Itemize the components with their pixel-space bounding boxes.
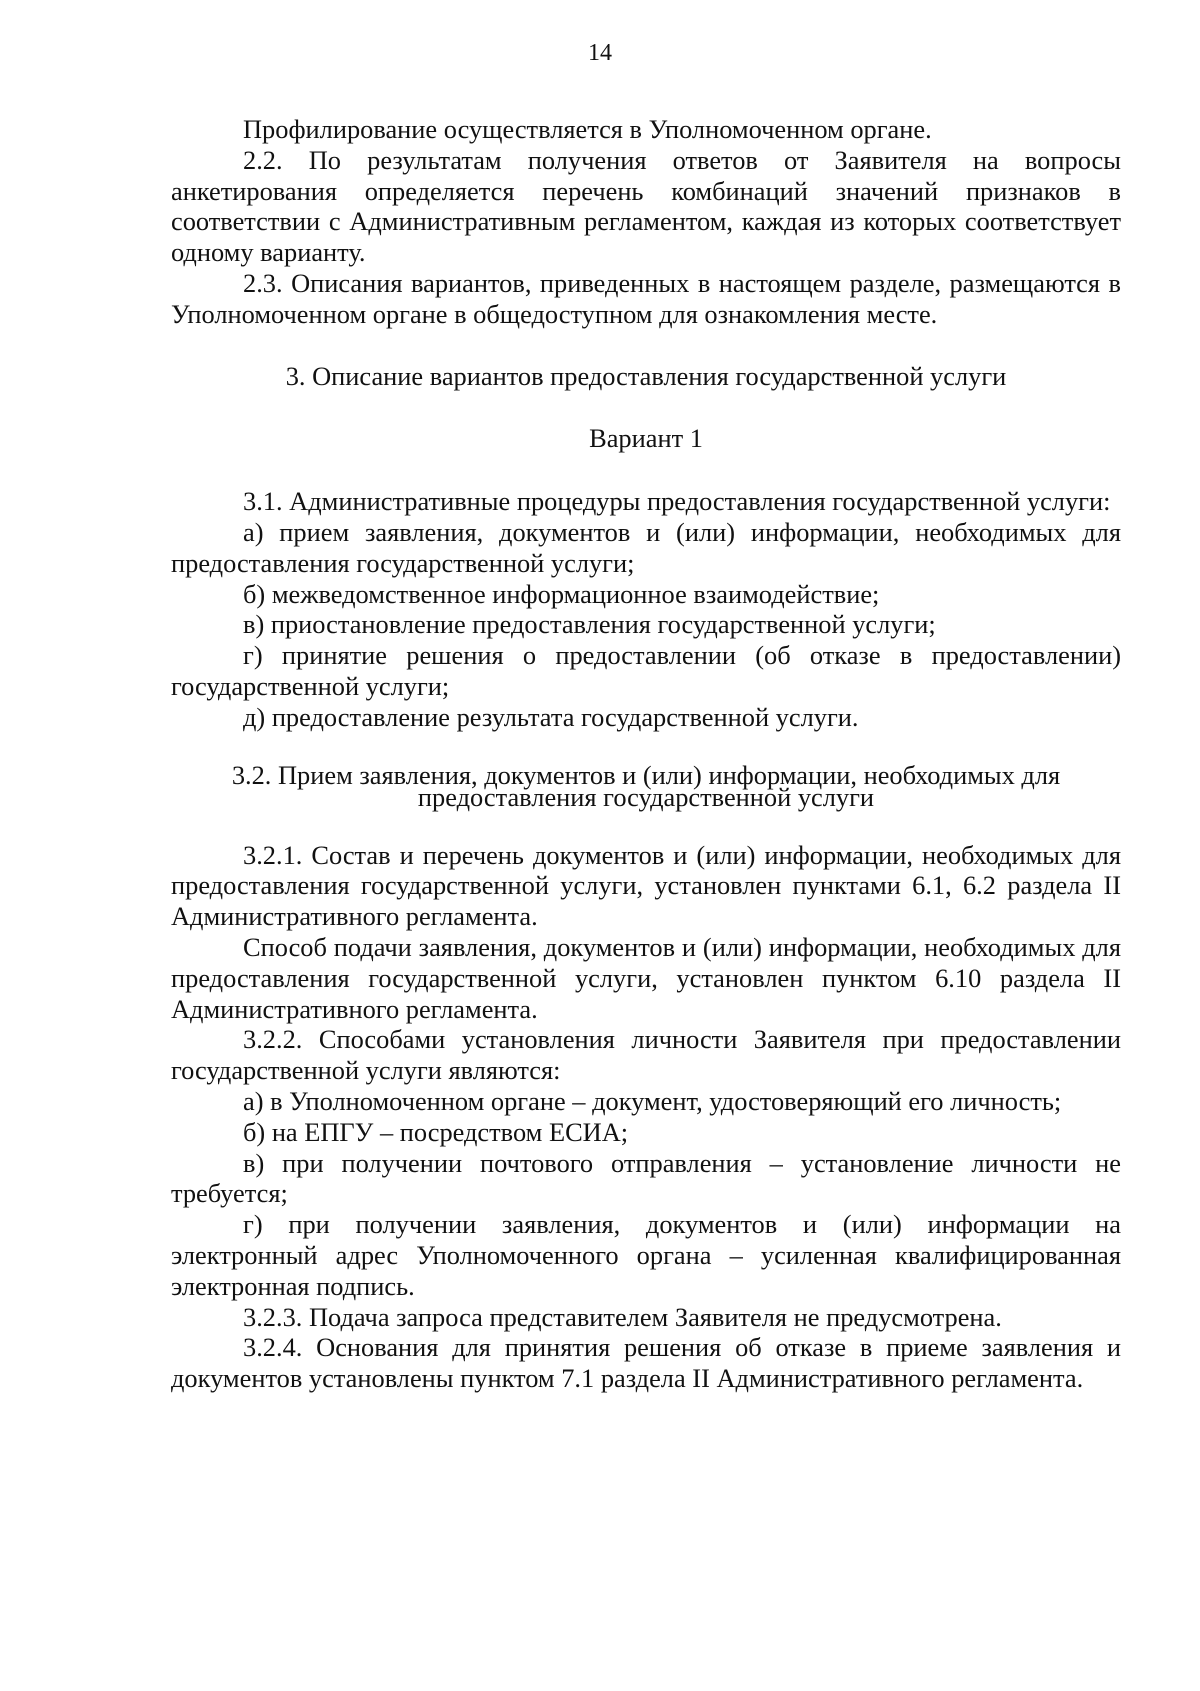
list-item-v-identity: в) при получении почтового отправления – установление личности не требуется; [171,1147,1121,1209]
paragraph-profiling: Профилирование осуществляется в Уполномоченном органе. [243,114,932,144]
spacer [171,808,1121,840]
subsection-heading-line2: предоставления государственной услуги [417,781,875,812]
list-item-a: а) прием заявления, документов и (или) информации, необходимых для предоставления государственной услуги; [171,516,1121,578]
list-item-d: д) предоставление результата государственной услуги. [243,701,859,732]
subsection-3-2-heading [171,759,1121,812]
document-body [171,114,1121,1394]
list-item-b: б) межведомственное информационное взаимодействие; [243,578,880,609]
paragraph-2-3: 2.3. Описания вариантов, приведенных в настоящем разделе, размещаются в Уполномоченном органе в общедоступном для ознакомления месте. [171,267,1121,329]
paragraph-submission-method: Способ подачи заявления, документов и (или) информации, необходимых для предоставления государственной услуги, установлен пунктом 6.10 раздела II Административного регламента. [171,931,1121,1024]
page-number: 14 [588,40,612,66]
paragraph-3-2-1: 3.2.1. Состав и перечень документов и (или) информации, необходимых для предоставления государственной услуги, установлен пунктами 6.1, 6.2 раздела II Административного регламента. [171,839,1121,932]
variant-heading: Вариант 1 [589,423,703,454]
list-item-g: г) принятие решения о предоставлении (об отказе в предоставлении) государственной услуги; [171,640,1121,701]
list-item-v: в) приостановление предоставления государственной услуги; [243,609,936,640]
list-item-g-identity: г) при получении заявления, документов и (или) информации на электронный адрес Уполномоченного органа – усиленная квалифицированная электронная подпись. [171,1209,1121,1301]
spacer [171,454,1121,486]
list-item-b-identity: б) на ЕПГУ – посредством ЕСИА; [243,1116,629,1147]
subsection-heading-line1: 3.2. Прием заявления, документов и (или) информации, необходимых для [231,759,1061,790]
paragraph-3-2-3: 3.2.3. Подача запроса представителем Заявителя не предусмотрена. [243,1301,1002,1332]
paragraph-2-2: 2.2. По результатам получения ответов от Заявителя на вопросы анкетирования определяется перечень комбинаций значений признаков в соответствии с Административным регламентом, каждая из которых соответствует одному варианту. [171,144,1121,268]
paragraph-3-2-4: 3.2.4. Основания для принятия решения об отказе в приеме заявления и документов установлены пунктом 7.1 раздела II Административного регламента. [171,1332,1121,1394]
spacer [171,391,1121,423]
spacer [171,330,1121,361]
list-item-a-identity: а) в Уполномоченном органе – документ, удостоверяющий его личность; [243,1085,1062,1116]
paragraph-3-1: 3.1. Административные процедуры предоставления государственной услуги: [243,486,1111,517]
paragraph-3-2-2: 3.2.2. Способами установления личности Заявителя при предоставлении государственной услуги являются: [171,1024,1121,1086]
section-3-heading: 3. Описание вариантов предоставления государственной услуги [285,360,1007,391]
